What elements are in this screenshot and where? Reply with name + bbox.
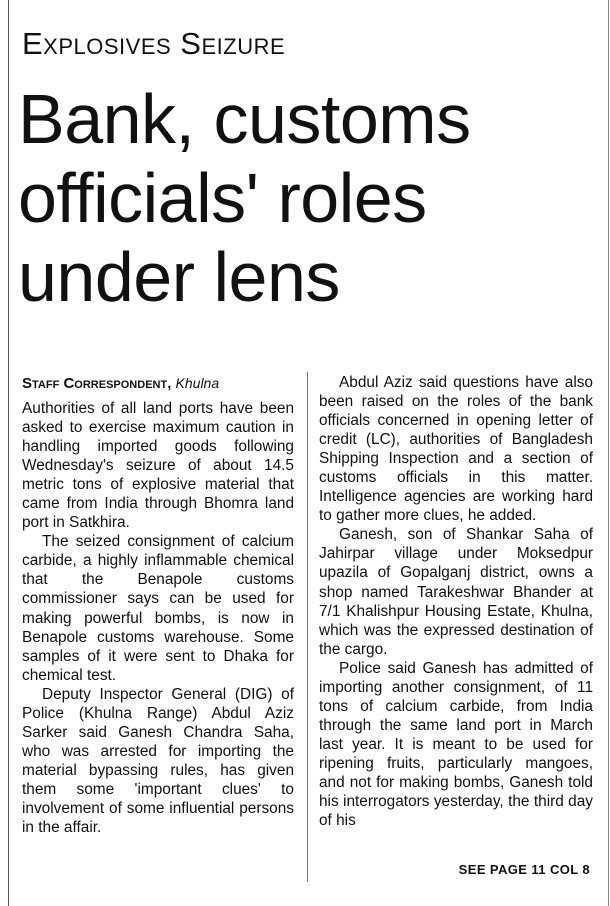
- column-divider: [307, 372, 308, 882]
- article-paragraph: Ganesh, son of Shankar Saha of Jahirpar village under Moksedpur upazila of Gopalganj district, owns a shop named Tarakeshwar Bhander at 7/1 Khalishpur Housing Estate, Khulna, which was the expressed destination of the cargo.: [319, 526, 593, 658]
- page-right-rule: [608, 0, 609, 906]
- article-column-left: [22, 373, 294, 837]
- byline: [22, 373, 294, 394]
- article-paragraph: Abdul Aziz said questions have also been raised on the roles of the bank officials concerned in opening letter of credit (LC), authorities of Bangladesh Shipping Inspection and a section of customs officials in this matter. Intelligence agencies are working hard to gather more clues, he added.: [319, 374, 593, 525]
- article-kicker: Explosives Seizure: [22, 26, 286, 61]
- article-paragraph: The seized consignment of calcium carbide, a highly inflammable chemical that the Benapole customs commissioner says can be used for making powerful bombs, is now in Benapole customs warehouse. Some samples of it were sent to Dhaka for chemical test.: [22, 533, 294, 684]
- headline-line: Bank, customs: [18, 80, 471, 158]
- article-paragraph: Deputy Inspector General (DIG) of Police (Khulna Range) Abdul Aziz Sarker said Ganesh Chandra Saha, who was arrested for importing the material bypassing rules, has given them some 'important clues' to involvement of some influential persons in the affair.: [22, 685, 294, 837]
- page-left-rule: [8, 0, 9, 906]
- headline-line: officials' roles: [18, 159, 427, 237]
- article-headline: [18, 80, 603, 317]
- byline-name: Staff Correspondent,: [22, 375, 172, 392]
- article-paragraph: Police said Ganesh has admitted of importing another consignment, of 11 tons of calcium carbide, from India through the same land port in March last year. It is meant to be used for ripening fruits, particularly mangoes, and not for making bombs, Ganesh told his interrogators yesterday, the third day of his: [319, 659, 593, 830]
- byline-place: Khulna: [175, 375, 220, 391]
- headline-line: under lens: [18, 238, 340, 316]
- article-paragraph: Authorities of all land ports have been asked to exercise maximum caution in handling imported goods following Wednesday's seizure of about 14.5 metric tons of explosive material that came from India through Bhomra land port in Satkhira.: [22, 400, 294, 532]
- continuation-jump-line: SEE PAGE 11 COL 8: [458, 862, 590, 877]
- article-column-right: [319, 373, 593, 830]
